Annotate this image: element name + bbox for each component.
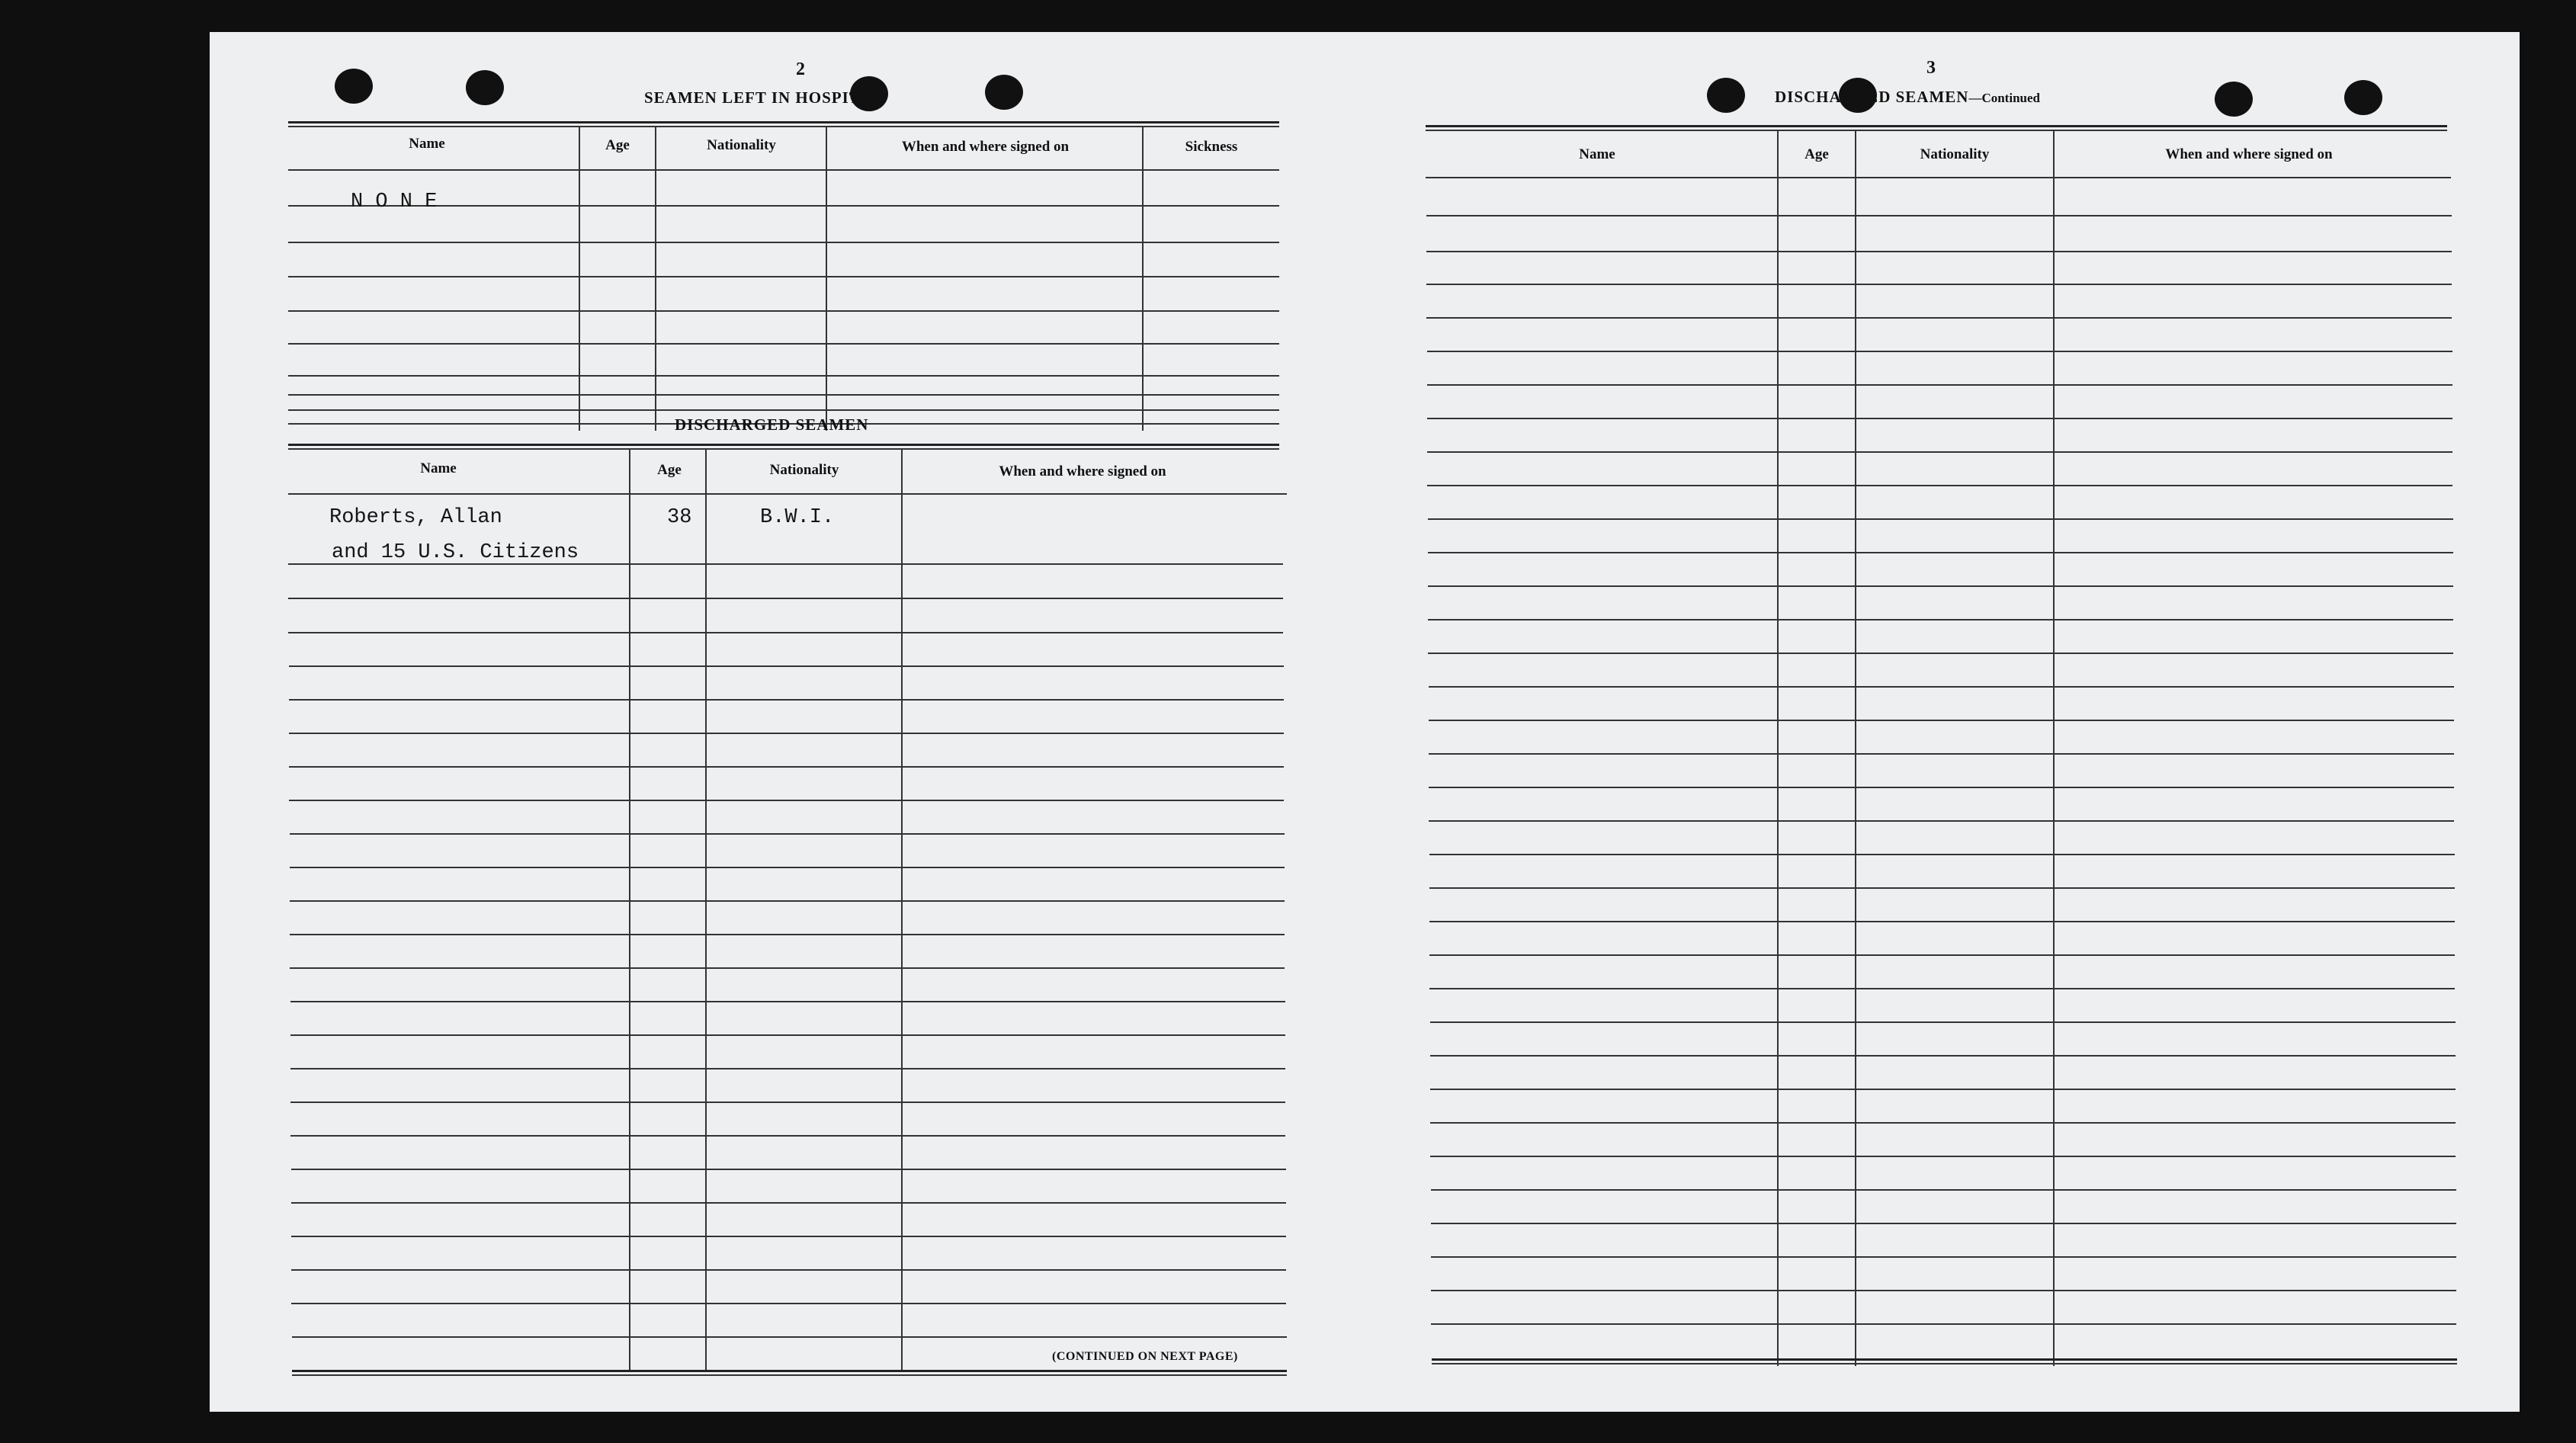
right-col-nationality: Nationality: [1920, 146, 1990, 162]
hospital-col-name: Name: [409, 136, 445, 152]
title-main: DISCHARGED SEAMEN: [1775, 88, 1969, 106]
discharged-row-nationality: B.W.I.: [760, 506, 835, 529]
hospital-section-title: SEAMEN LEFT IN HOSPITAL: [644, 88, 884, 107]
discharged-row-age: 38: [667, 506, 692, 529]
continued-footer: (CONTINUED ON NEXT PAGE): [1052, 1350, 1238, 1363]
punch-hole: [466, 70, 504, 105]
punch-hole: [2215, 82, 2253, 117]
hospital-col-age: Age: [605, 137, 630, 153]
title-suffix: —Continued: [1968, 91, 2040, 105]
discharged-col-name: Name: [420, 460, 457, 476]
page-number-right: 3: [1926, 58, 1936, 78]
document-sheet: [210, 32, 2520, 1412]
discharged-col-age: Age: [657, 462, 682, 478]
right-col-age: Age: [1804, 146, 1829, 162]
punch-hole: [2344, 80, 2382, 115]
punch-hole: [1707, 78, 1745, 113]
right-col-name: Name: [1579, 146, 1615, 162]
discharged-col-signed-on: When and where signed on: [999, 463, 1166, 479]
discharged-continued-title: [1775, 88, 2040, 107]
right-col-signed-on: When and where signed on: [2165, 146, 2333, 162]
discharged-row-name: and 15 U.S. Citizens: [332, 541, 579, 564]
discharged-row-name: Roberts, Allan: [329, 506, 502, 529]
hospital-col-nationality: Nationality: [707, 137, 776, 153]
hospital-none-entry: N O N E: [351, 191, 438, 213]
punch-hole: [335, 69, 373, 104]
page-number-left: 2: [796, 59, 805, 79]
discharged-section-title: DISCHARGED SEAMEN: [675, 415, 869, 434]
discharged-col-nationality: Nationality: [769, 462, 839, 478]
punch-hole: [985, 75, 1023, 110]
hospital-col-sickness: Sickness: [1185, 139, 1238, 155]
hospital-col-signed-on: When and where signed on: [901, 139, 1070, 155]
